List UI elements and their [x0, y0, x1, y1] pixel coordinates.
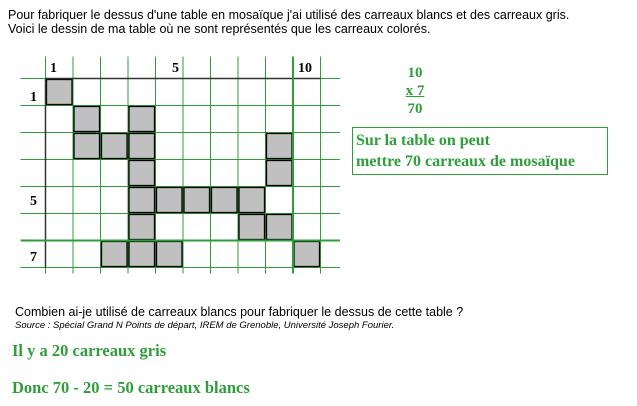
- intro-line-1: Pour fabriquer le dessus d'une table en mosaïque j'ai utilisé des carreaux blancs et des carreaux gris.: [8, 8, 570, 22]
- calc-line-1: 10: [407, 65, 423, 81]
- answer-line-1: Sur la table on peut: [356, 132, 490, 149]
- gray-tile: [267, 161, 293, 186]
- gray-tile: [129, 188, 155, 213]
- gray-tile: [102, 242, 128, 267]
- col-label-5: 5: [172, 61, 179, 76]
- calc-line-3: 70: [407, 101, 423, 117]
- gray-tile: [212, 188, 238, 213]
- gray-tile: [239, 188, 265, 213]
- col-label-1: 1: [50, 61, 57, 76]
- gray-tile: [129, 134, 155, 159]
- gray-tile: [129, 107, 155, 132]
- gray-tile: [74, 107, 100, 132]
- mosaic-grid: [0, 0, 340, 280]
- gray-tile: [47, 80, 73, 105]
- gray-tile: [74, 134, 100, 159]
- result-line-1: Il y a 20 carreaux gris: [12, 341, 167, 360]
- gray-tile: [267, 215, 293, 240]
- question: Combien ai-je utilisé de carreaux blancs pour fabriquer le dessus de cette table ?: [15, 305, 464, 319]
- gray-tile: [184, 188, 210, 213]
- answer-line-2: mettre 70 carreaux de mosaïque: [356, 153, 575, 170]
- gray-tile: [129, 215, 155, 240]
- result-line-2: Donc 70 - 20 = 50 carreaux blancs: [12, 378, 250, 397]
- gray-tile: [102, 134, 128, 159]
- gray-tile: [267, 134, 293, 159]
- answer-box: [352, 127, 608, 175]
- row-label-1: 1: [30, 90, 37, 105]
- row-label-5: 5: [30, 194, 37, 209]
- col-label-10: 10: [298, 61, 312, 76]
- gray-tile: [294, 242, 320, 267]
- gray-tile: [129, 161, 155, 186]
- gray-tile: [239, 215, 265, 240]
- row-label-7: 7: [30, 250, 37, 265]
- source: Source : Spécial Grand N Points de départ, IREM de Grenoble, Université Joseph Fourier.: [15, 320, 395, 331]
- intro-line-2: Voici le dessin de ma table où ne sont représentés que les carreaux colorés.: [8, 22, 431, 36]
- gray-tile: [129, 242, 155, 267]
- gray-tile: [157, 242, 183, 267]
- multiplication: [395, 64, 435, 118]
- gray-tile: [157, 188, 183, 213]
- calc-line-2: x 7: [405, 83, 425, 99]
